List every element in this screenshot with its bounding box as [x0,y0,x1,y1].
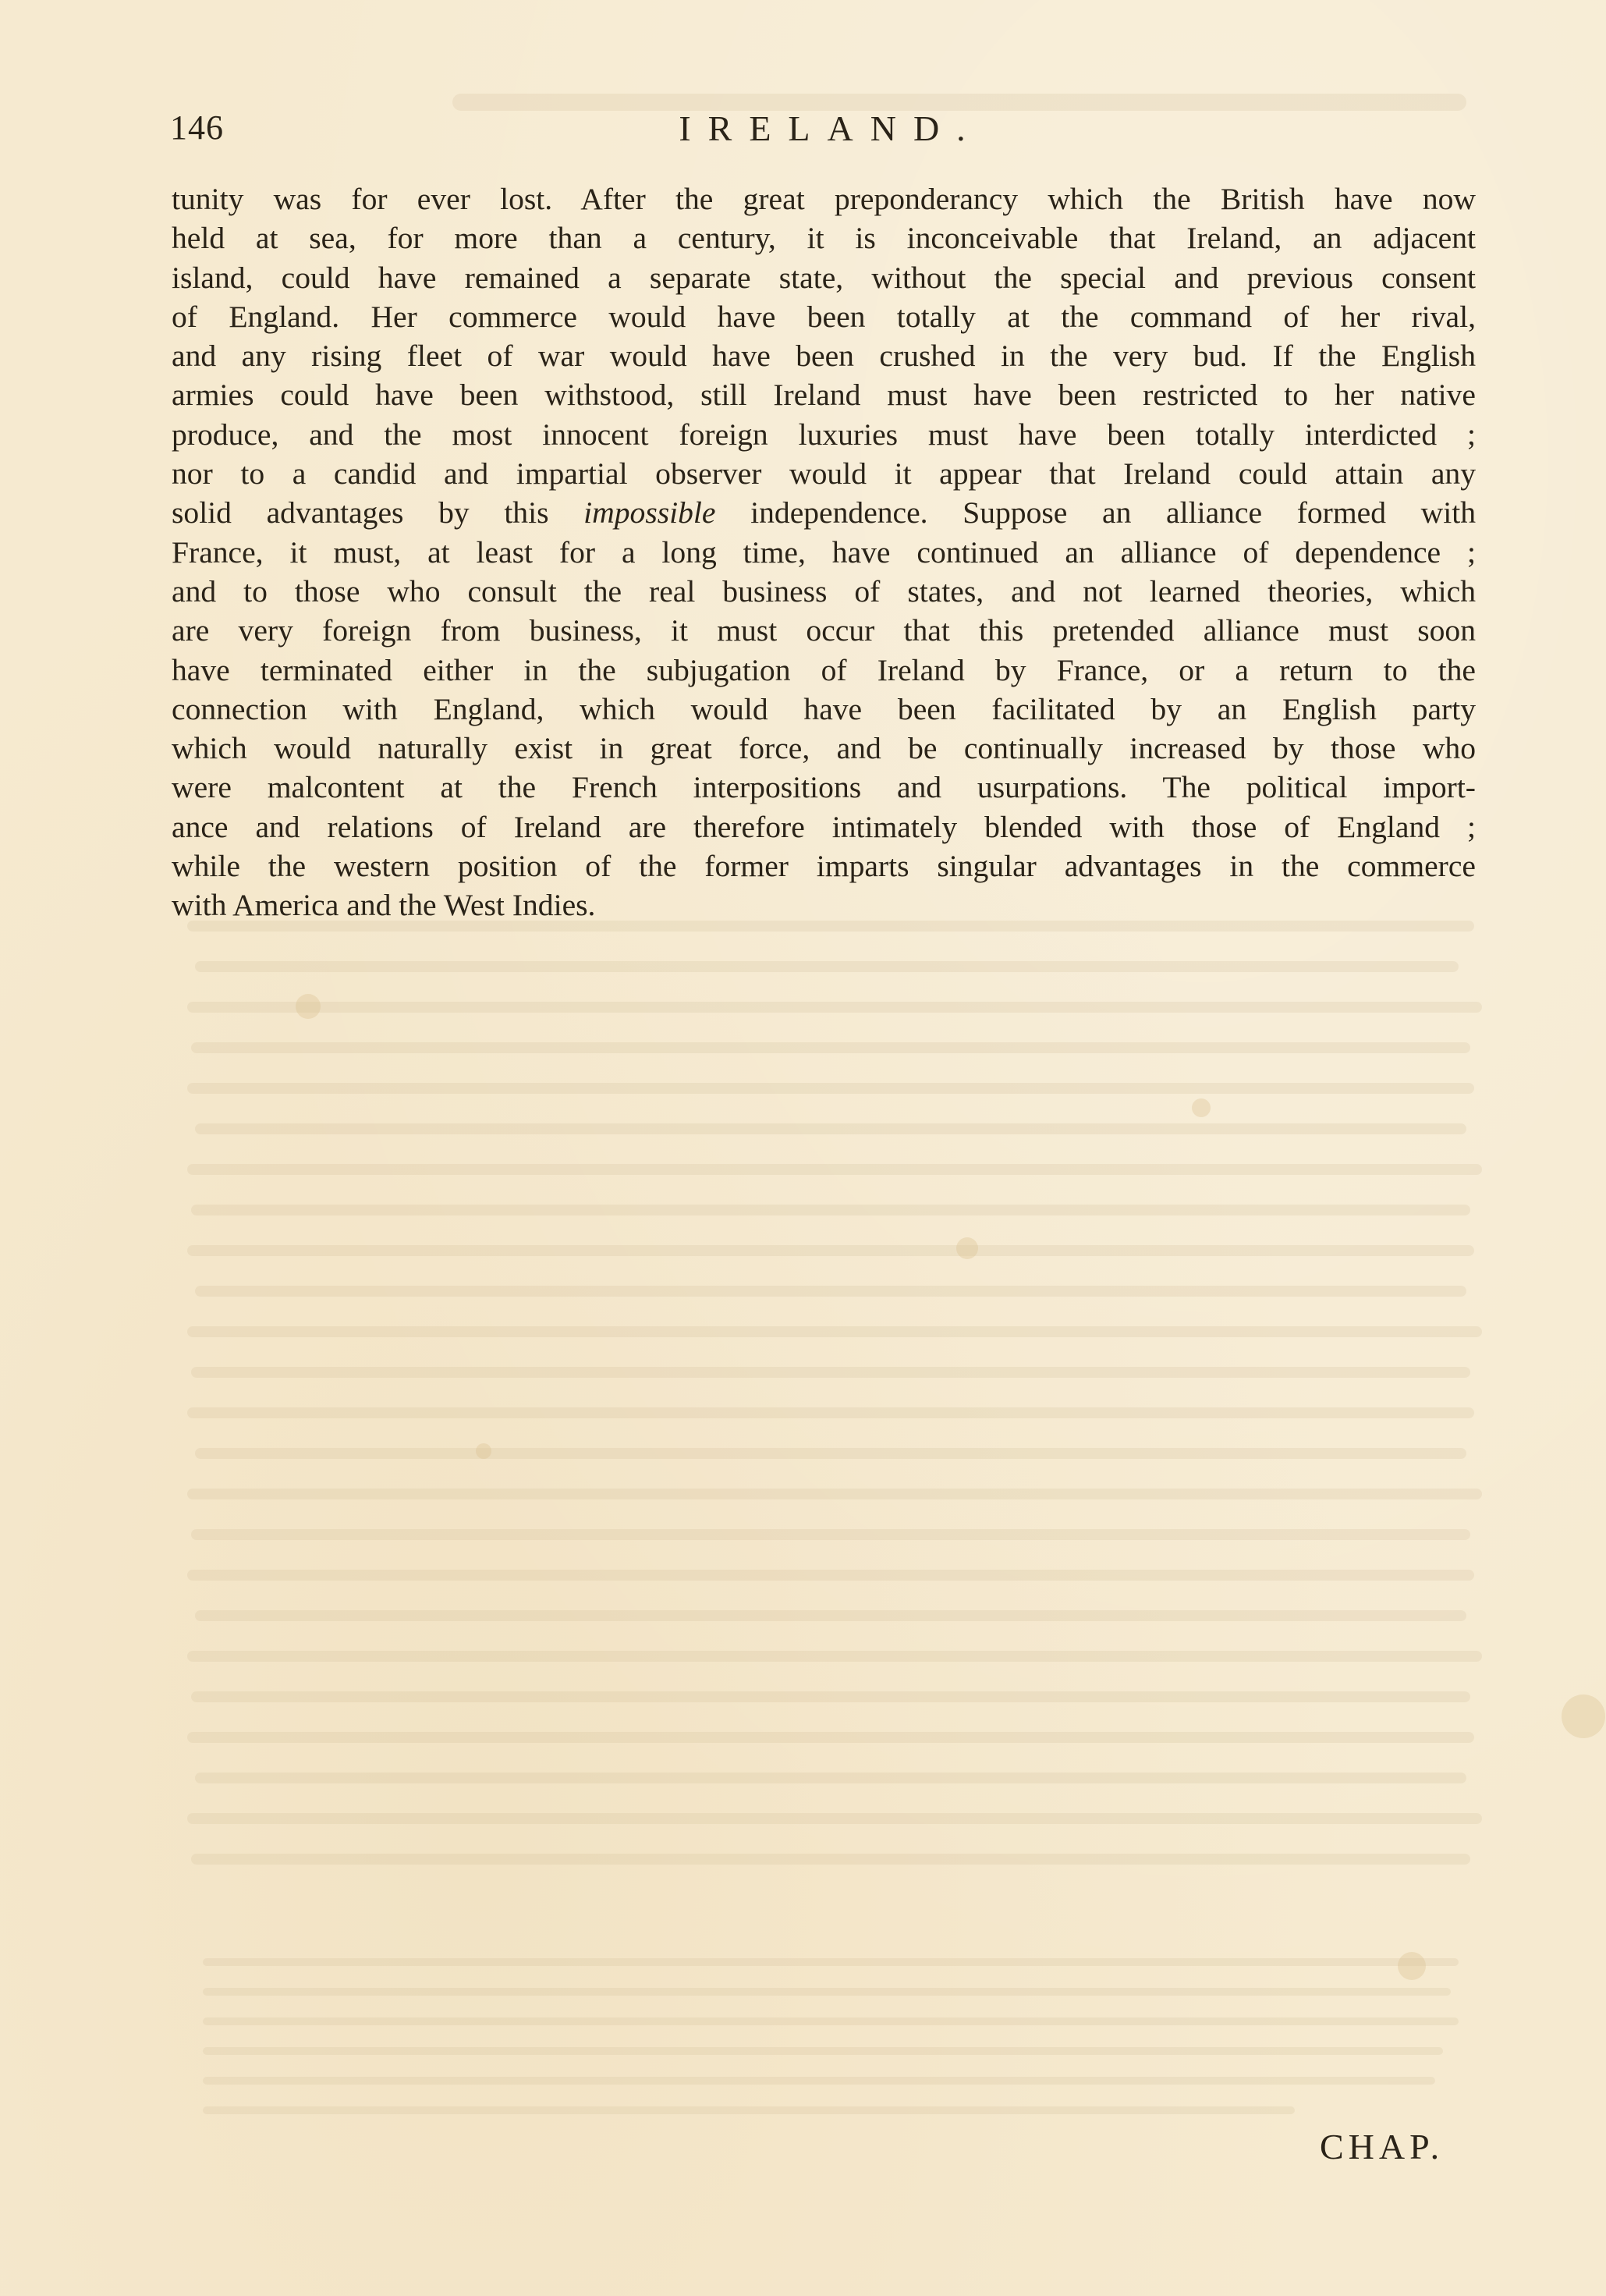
text-line: and any rising fleet of war would have been crushed in the very bud. If the English [172,339,1476,374]
text-fragment: independence. Suppose an alliance formed with [715,495,1476,531]
text-line: and to those who consult the real business of states, and not learned theories, which [172,573,1476,609]
text-fragment: solid advantages by this [172,495,584,531]
text-line: tunity was for ever lost. After the great preponderancy which the British have now [172,182,1476,216]
catchword: CHAP. [1320,2127,1445,2166]
body-paragraph [172,179,1476,925]
text-line: France, it must, at least for a long time, have continued an alliance of dependence ; [172,534,1476,570]
text-line: are very foreign from business, it must occur that this pretended alliance must soon [172,613,1476,648]
text-line: island, could have remained a separate state, without the special and previous consent [172,260,1476,295]
text-line: while the western position of the former imparts singular advantages in the commerce [172,849,1476,884]
text-line: held at sea, for more than a century, it is inconceivable that Ireland, an adjacent [172,221,1476,256]
text-line: which would naturally exist in great force, and be continually increased by those who [172,731,1476,766]
text-line: nor to a candid and impartial observer would it appear that Ireland could attain any [172,456,1476,491]
text-line: of England. Her commerce would have been totally at the command of her rival, [172,299,1476,334]
text-line: have terminated either in the subjugation of Ireland by France, or a return to the [172,652,1476,687]
page-number: 146 [170,108,224,147]
italic-word: impossible [583,495,716,531]
text-line-with-italic [172,493,1476,532]
text-line: produce, and the most innocent foreign luxuries must have been totally interdicted ; [172,417,1476,452]
text-line: connection with England, which would have been facilitated by an English party [172,691,1476,726]
text-line: were malcontent at the French interpositions and usurpations. The political import- [172,770,1476,805]
text-line: ance and relations of Ireland are therefore intimately blended with those of England ; [172,809,1476,844]
page-header [170,108,1474,154]
running-head: IRELAND. [679,108,983,148]
text-line: with America and the West Indies. [172,888,596,923]
text-line: armies could have been withstood, still Ireland must have been restricted to her native [172,378,1476,413]
